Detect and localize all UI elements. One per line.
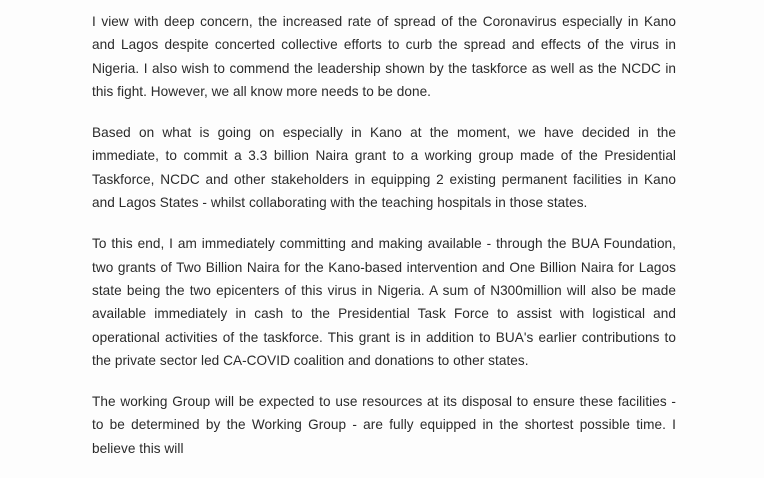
paragraph-bua-foundation-grants: To this end, I am immediately committing and making available - through the BUA Foundation, two grants of Two Billion Naira for the Kano-based intervention and One Billion Naira for Lagos state being the two epicenters of this virus in Nigeria. A sum of N300million will also be made available immediately in cash to the Presidential Task Force to assist with logistical and operational activities of the taskforce. This grant is in addition to BUA's earlier contributions to the private sector led CA-COVID coalition and donations to other states. xyxy=(92,236,676,368)
paragraph-grant-commitment: Based on what is going on especially in Kano at the moment, we have decided in the immediate, to commit a 3.3 billion Naira grant to a working group made of the Presidential Taskforce, NCDC and other stakeholders in equipping 2 existing permanent facilities in Kano and Lagos States - whilst collaborating with the teaching hospitals in those states. xyxy=(92,125,676,211)
statement-body xyxy=(92,10,676,478)
paragraph-concern: I view with deep concern, the increased rate of spread of the Coronavirus especially in Kano and Lagos despite concerted collective efforts to curb the spread and effects of the virus in Nigeria. I also wish to commend the leadership shown by the taskforce as well as the NCDC in this fight. However, we all know more needs to be done. xyxy=(92,14,676,99)
paragraph-working-group: The working Group will be expected to use resources at its disposal to ensure these facilities - to be determined by the Working Group - are fully equipped in the shortest possible time. I believe this will xyxy=(92,394,676,456)
